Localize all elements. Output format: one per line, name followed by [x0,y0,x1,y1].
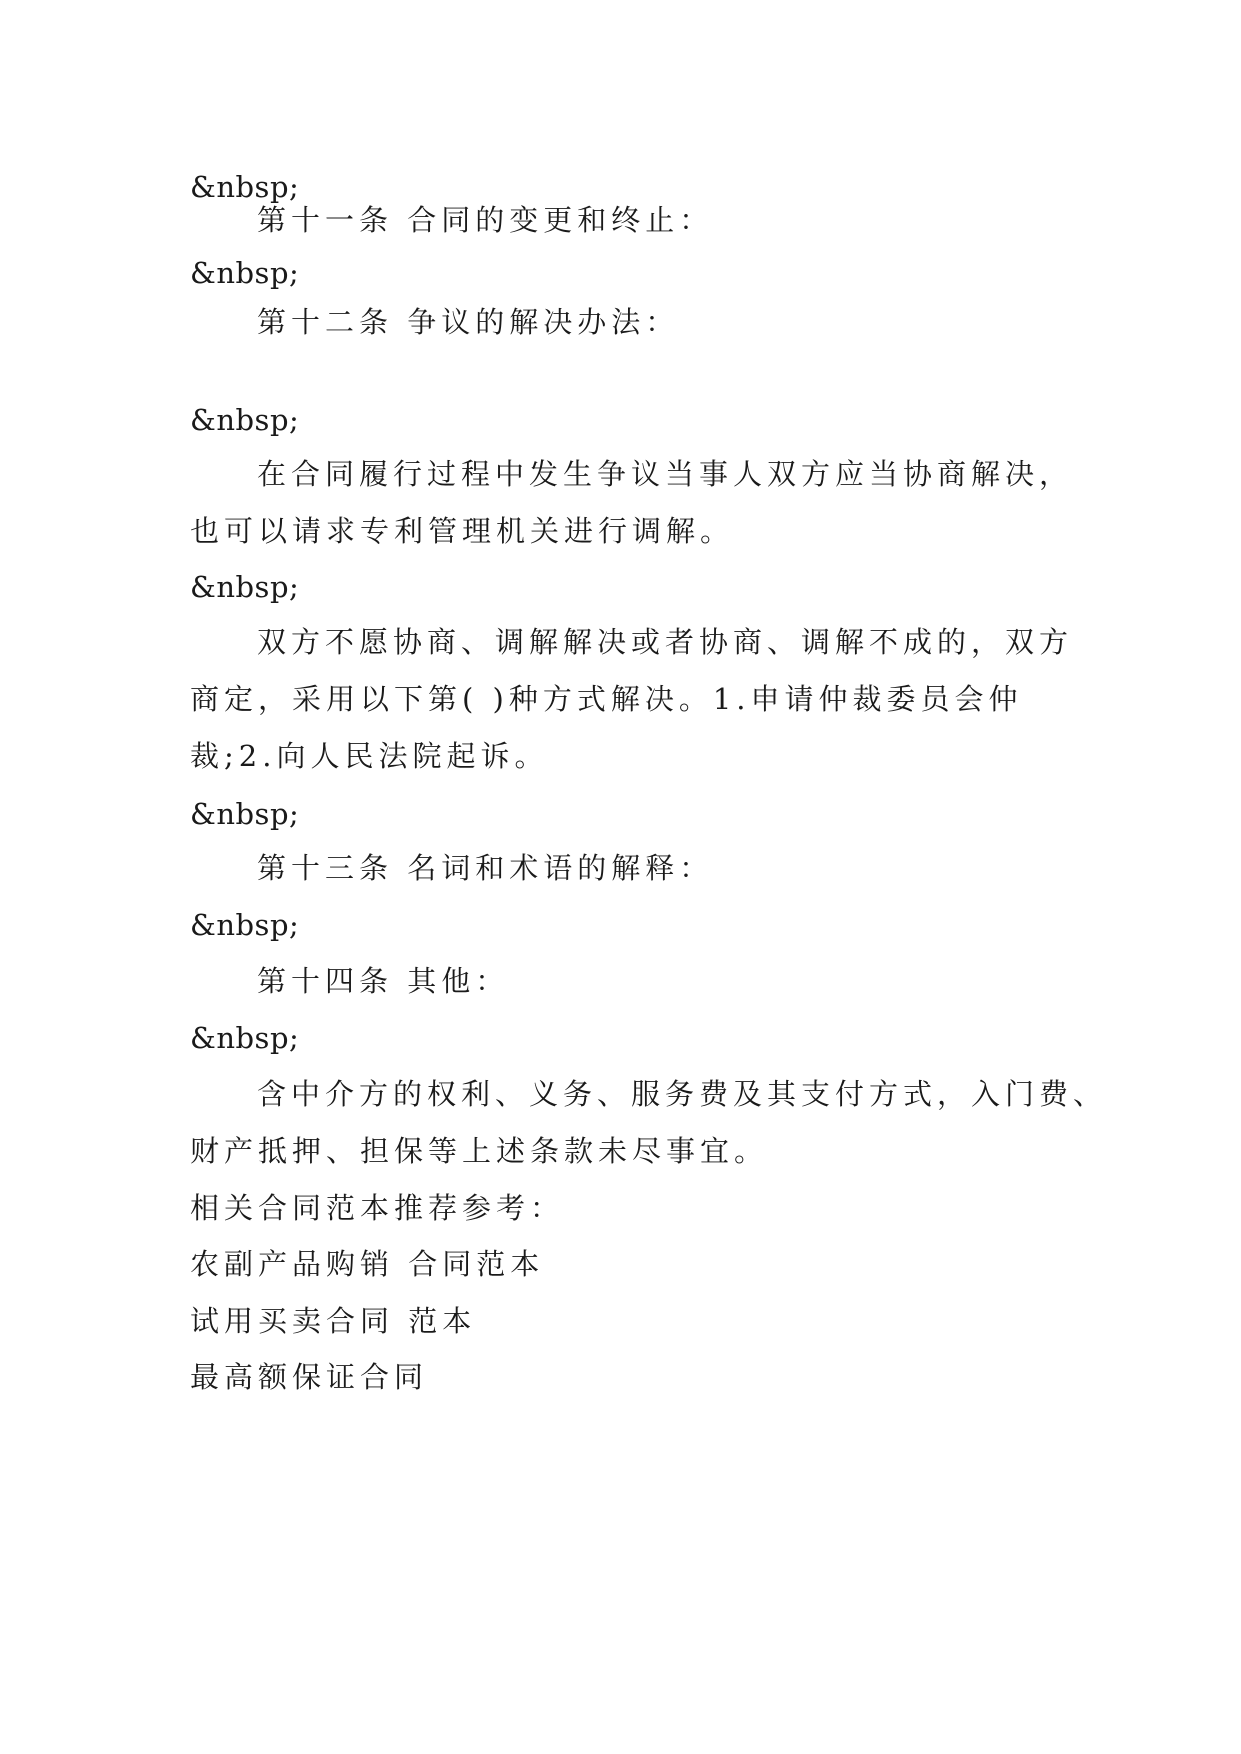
paragraph-line: 含中介方的权利、义务、服务费及其支付方式，入门费、 [257,1077,1108,1111]
related-template-item: 试用买卖合同 范本 [190,1304,477,1338]
article-14-heading: 第十四条 其他： [257,964,510,998]
nbsp-line: &nbsp; [190,1021,300,1055]
related-template-item: 农副产品购销 合同范本 [190,1247,545,1281]
paragraph-line: 双方不愿协商、调解解决或者协商、调解不成的，双方 [257,625,1074,659]
paragraph-line: 在合同履行过程中发生争议当事人双方应当协商解决， [257,457,1074,491]
article-11-heading: 第十一条 合同的变更和终止： [257,203,714,237]
nbsp-line: &nbsp; [190,908,300,942]
related-templates-heading: 相关合同范本推荐参考： [190,1191,565,1225]
paragraph-line: 商定，采用以下第( )种方式解决。1.申请仲裁委员会仲 [190,682,1023,716]
nbsp-line: &nbsp; [190,256,300,290]
nbsp-line: &nbsp; [190,403,300,437]
nbsp-line: &nbsp; [190,797,300,831]
related-template-item: 最高额保证合同 [190,1360,429,1394]
article-13-heading: 第十三条 名词和术语的解释： [257,851,714,885]
paragraph-line: 裁;2.向人民法院起诉。 [190,739,549,773]
paragraph-line: 财产抵押、担保等上述条款未尽事宜。 [190,1134,769,1168]
nbsp-line: &nbsp; [190,570,300,604]
article-12-heading: 第十二条 争议的解决办法： [257,305,680,339]
paragraph-line: 也可以请求专利管理机关进行调解。 [190,514,735,548]
nbsp-line: &nbsp; [190,170,300,204]
